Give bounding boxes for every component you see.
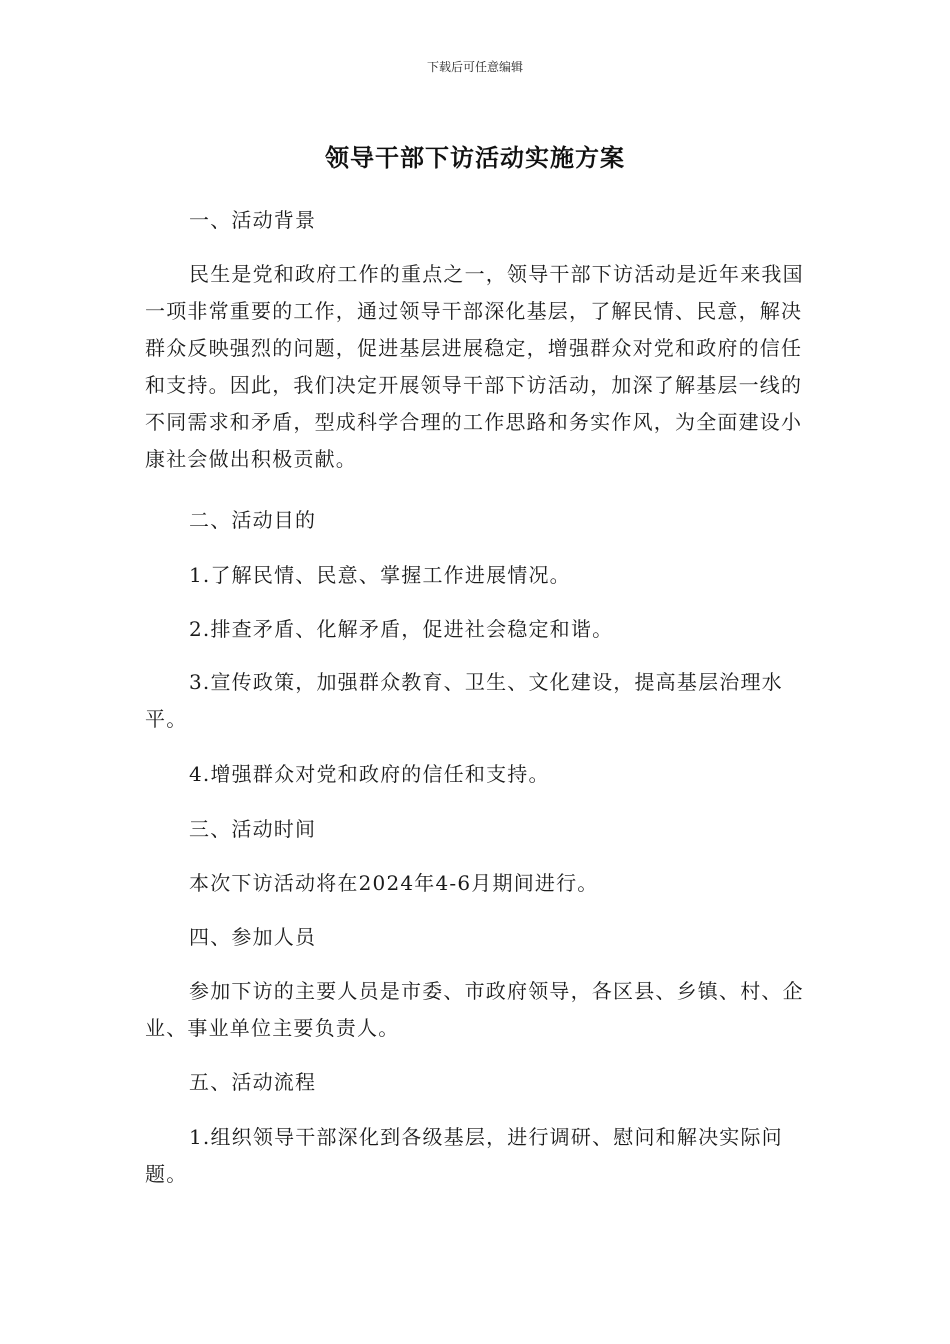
section-heading-background: 一、活动背景 <box>189 208 317 232</box>
section-heading-time: 三、活动时间 <box>189 817 317 841</box>
paragraph-participants: 参加下访的主要人员是市委、市政府领导，各区县、乡镇、村、企业、事业单位主要负责人。 <box>145 979 804 1040</box>
header-note: 下载后可任意编辑 <box>426 60 523 74</box>
paragraph-background: 民生是党和政府工作的重点之一，领导干部下访活动是近年来我国一项非常重要的工作，通过领导干部深化基层，了解民情、民意，解决群众反映强烈的问题，促进基层进展稳定，增强群众对党和政府的信任和支持。因此，我们决定开展领导干部下访活动，加深了解基层一线的不同需求和矛盾，型成科学合理的工作思路和务实作风，为全面建设小康社会做出积极贡献。 <box>145 262 804 471</box>
section-heading-process: 五、活动流程 <box>189 1070 317 1094</box>
document-title: 领导干部下访活动实施方案 <box>325 144 625 172</box>
purpose-item-4: 4.增强群众对党和政府的信任和支持。 <box>189 762 550 786</box>
purpose-item-3: 3.宣传政策，加强群众教育、卫生、文化建设，提高基层治理水平。 <box>145 670 783 731</box>
purpose-item-2: 2.排查矛盾、化解矛盾，促进社会稳定和谐。 <box>189 617 614 641</box>
process-item-1: 1.组织领导干部深化到各级基层，进行调研、慰问和解决实际问题。 <box>145 1125 783 1186</box>
section-heading-participants: 四、参加人员 <box>189 925 317 949</box>
paragraph-time: 本次下访活动将在2024年4-6月期间进行。 <box>189 871 599 895</box>
purpose-item-1: 1.了解民情、民意、掌握工作进展情况。 <box>189 563 571 587</box>
section-heading-purpose: 二、活动目的 <box>189 508 317 532</box>
